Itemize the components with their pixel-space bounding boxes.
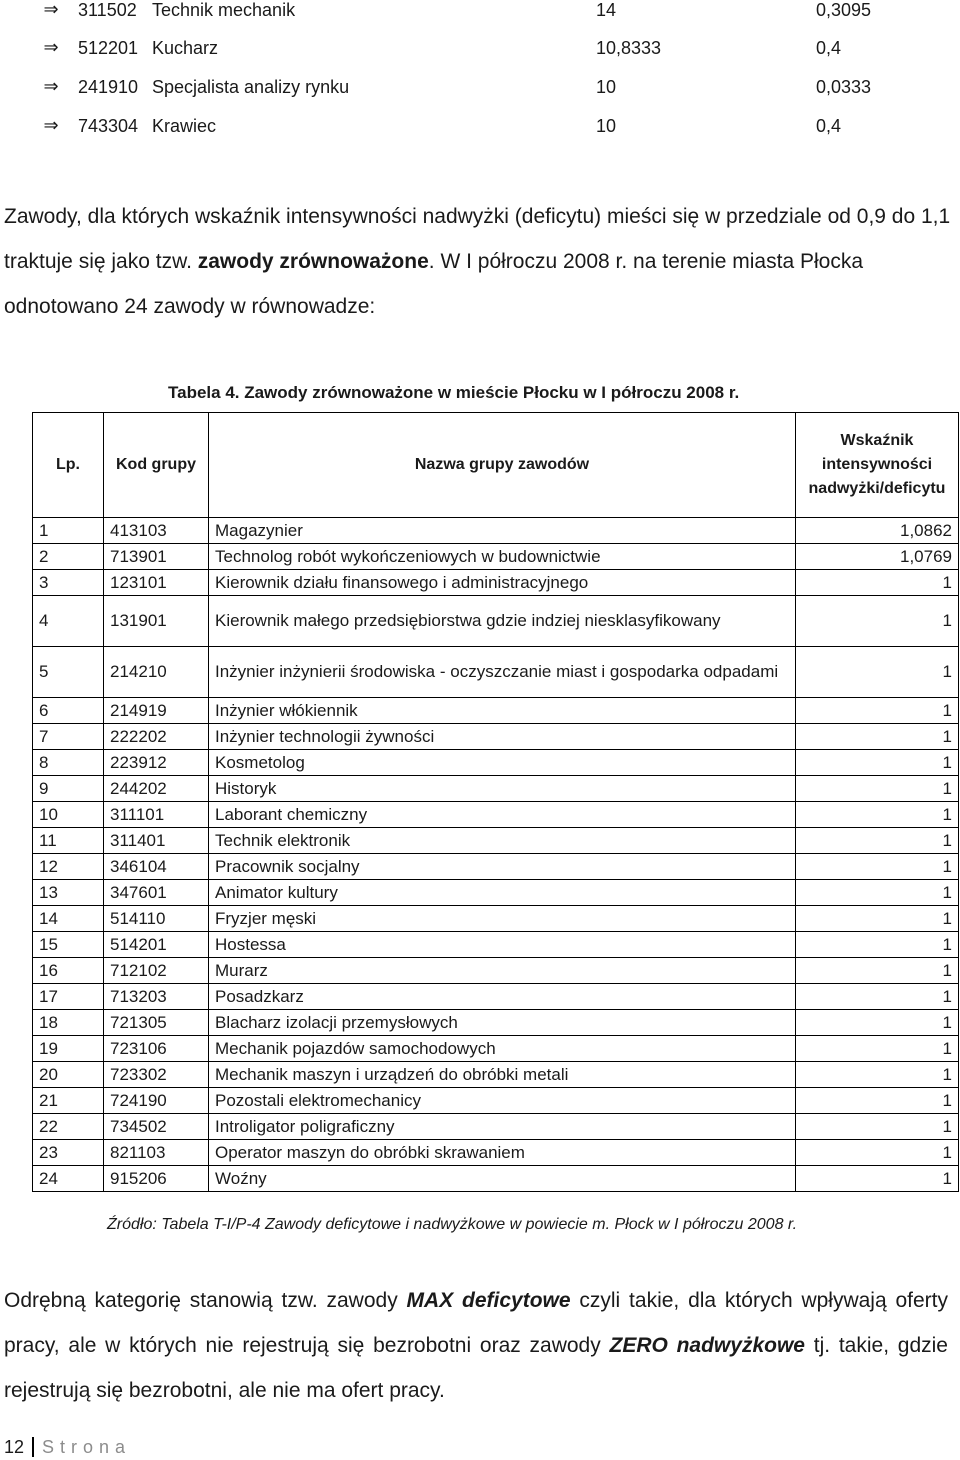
cell-value: 1 (796, 776, 959, 802)
cell-lp: 1 (33, 518, 104, 544)
cell-kod: 821103 (104, 1140, 209, 1166)
cell-lp: 9 (33, 776, 104, 802)
cell-value: 1,0862 (796, 518, 959, 544)
cell-value: 1 (796, 984, 959, 1010)
cell-value: 1 (796, 1010, 959, 1036)
cell-kod: 123101 (104, 570, 209, 596)
cell-kod: 724190 (104, 1088, 209, 1114)
cell-kod: 214919 (104, 698, 209, 724)
closing-text-3: tj. takie, gdzie rejestrują się bezrobotni, ale nie ma ofert pracy. (4, 1334, 948, 1402)
list-item-value-2: 0,4 (816, 116, 842, 136)
table-row (33, 698, 959, 724)
cell-lp: 22 (33, 1114, 104, 1140)
table-row (33, 596, 959, 647)
cell-name: Laborant chemiczny (209, 802, 796, 828)
cell-kod: 346104 (104, 854, 209, 880)
cell-name: Kierownik małego przedsiębiorstwa gdzie indziej niesklasyfikowany (209, 596, 796, 647)
table-row (33, 828, 959, 854)
cell-value: 1 (796, 906, 959, 932)
cell-value: 1 (796, 647, 959, 698)
table-caption: Tabela 4. Zawody zrównoważone w mieście Płocku w I półroczu 2008 r. (168, 383, 740, 402)
table-row (33, 1062, 959, 1088)
table-header-row (33, 413, 959, 518)
cell-name: Mechanik maszyn i urządzeń do obróbki metali (209, 1062, 796, 1088)
cell-lp: 16 (33, 958, 104, 984)
cell-lp: 8 (33, 750, 104, 776)
table-row (33, 984, 959, 1010)
header-indicator-line-2: intensywności (821, 456, 933, 473)
cell-name: Historyk (209, 776, 796, 802)
cell-name: Kierownik działu finansowego i administracyjnego (209, 570, 796, 596)
cell-value: 1,0769 (796, 544, 959, 570)
cell-name: Fryzjer męski (209, 906, 796, 932)
cell-value: 1 (796, 958, 959, 984)
cell-kod: 734502 (104, 1114, 209, 1140)
list-item-code: 241910 (78, 77, 139, 97)
closing-term-zero-nadwyzkowe: ZERO nadwyżkowe (609, 1334, 805, 1357)
list-item-name: Krawiec (152, 116, 217, 136)
right-double-arrow-icon: ⇒ (43, 37, 59, 58)
cell-lp: 18 (33, 1010, 104, 1036)
cell-name: Woźny (209, 1166, 796, 1192)
cell-lp: 6 (33, 698, 104, 724)
header-indicator (796, 413, 959, 518)
cell-lp: 19 (33, 1036, 104, 1062)
table-row (33, 906, 959, 932)
cell-value: 1 (796, 1062, 959, 1088)
list-item-value-1: 10 (596, 116, 617, 136)
cell-name: Pracownik socjalny (209, 854, 796, 880)
list-item (0, 73, 960, 101)
closing-text-2: czyli takie, dla których wpływają oferty pracy, ale w których nie rejestrują się bezrobotni oraz zawody (4, 1289, 948, 1357)
cell-lp: 14 (33, 906, 104, 932)
cell-kod: 223912 (104, 750, 209, 776)
cell-kod: 222202 (104, 724, 209, 750)
header-kod: Kod grupy (104, 413, 209, 518)
cell-lp: 11 (33, 828, 104, 854)
table-row (33, 802, 959, 828)
list-item-value-2: 0,4 (816, 38, 842, 58)
cell-kod: 723302 (104, 1062, 209, 1088)
cell-kod: 311401 (104, 828, 209, 854)
cell-name: Animator kultury (209, 880, 796, 906)
table-row (33, 958, 959, 984)
cell-kod: 713901 (104, 544, 209, 570)
cell-value: 1 (796, 1114, 959, 1140)
cell-value: 1 (796, 1166, 959, 1192)
cell-value: 1 (796, 570, 959, 596)
cell-kod: 311101 (104, 802, 209, 828)
cell-name: Mechanik pojazdów samochodowych (209, 1036, 796, 1062)
cell-value: 1 (796, 750, 959, 776)
cell-kod: 713203 (104, 984, 209, 1010)
cell-kod: 214210 (104, 647, 209, 698)
cell-lp: 10 (33, 802, 104, 828)
cell-value: 1 (796, 880, 959, 906)
right-double-arrow-icon: ⇒ (43, 115, 59, 136)
table-row (33, 932, 959, 958)
cell-value: 1 (796, 1036, 959, 1062)
table-row (33, 880, 959, 906)
right-double-arrow-icon: ⇒ (43, 76, 59, 97)
cell-kod: 514110 (104, 906, 209, 932)
cell-kod: 347601 (104, 880, 209, 906)
cell-lp: 4 (33, 596, 104, 647)
closing-text-1: Odrębną kategorię stanowią tzw. zawody (4, 1289, 407, 1312)
intro-text-1: Zawody, dla których wskaźnik intensywności nadwyżki (deficytu) mieści się w przedziale od 0,9 do 1,1 traktuje się jako tzw. (4, 205, 951, 273)
list-item-code: 512201 (78, 38, 139, 58)
list-item-value-2: 0,0333 (816, 77, 872, 97)
page-number: 12 (4, 1437, 34, 1457)
list-item (0, 112, 960, 140)
list-item-name: Kucharz (152, 38, 219, 58)
list-item-name: Specjalista analizy rynku (152, 77, 350, 97)
cell-value: 1 (796, 1088, 959, 1114)
cell-lp: 17 (33, 984, 104, 1010)
list-item-name: Technik mechanik (152, 0, 296, 20)
cell-kod: 131901 (104, 596, 209, 647)
table-row (33, 1088, 959, 1114)
cell-value: 1 (796, 724, 959, 750)
right-double-arrow-icon: ⇒ (43, 0, 59, 20)
table-row (33, 1166, 959, 1192)
cell-value: 1 (796, 854, 959, 880)
list-item-value-1: 10,8333 (596, 38, 662, 58)
list-item-code: 311502 (78, 0, 137, 20)
cell-name: Kosmetolog (209, 750, 796, 776)
cell-value: 1 (796, 596, 959, 647)
balanced-occupations-table (32, 412, 959, 1192)
intro-text-2: . W I półroczu 2008 r. na terenie miasta Płocka odnotowano 24 zawody w równowadze: (4, 250, 863, 318)
cell-value: 1 (796, 932, 959, 958)
table-row (33, 518, 959, 544)
cell-lp: 7 (33, 724, 104, 750)
cell-name: Inżynier inżynierii środowiska - oczyszczanie miast i gospodarka odpadami (209, 647, 796, 698)
closing-term-max-deficytowe: MAX deficytowe (406, 1289, 571, 1312)
cell-name: Technik elektronik (209, 828, 796, 854)
table-row (33, 1140, 959, 1166)
header-lp: Lp. (33, 413, 104, 518)
table-row (33, 570, 959, 596)
list-item (0, 0, 960, 24)
cell-name: Blacharz izolacji przemysłowych (209, 1010, 796, 1036)
cell-lp: 21 (33, 1088, 104, 1114)
cell-value: 1 (796, 698, 959, 724)
list-item (0, 34, 960, 62)
cell-name: Murarz (209, 958, 796, 984)
cell-lp: 24 (33, 1166, 104, 1192)
cell-lp: 20 (33, 1062, 104, 1088)
cell-lp: 15 (33, 932, 104, 958)
cell-name: Posadzkarz (209, 984, 796, 1010)
cell-value: 1 (796, 1140, 959, 1166)
table-source-note: Źródło: Tabela T-I/P-4 Zawody deficytowe i nadwyżkowe w powiecie m. Płock w I półroczu 2008 r. (107, 1216, 798, 1233)
closing-paragraph (4, 1278, 948, 1413)
cell-kod: 721305 (104, 1010, 209, 1036)
cell-kod: 915206 (104, 1166, 209, 1192)
cell-kod: 723106 (104, 1036, 209, 1062)
table-row (33, 1036, 959, 1062)
intro-paragraph (4, 194, 954, 329)
cell-lp: 12 (33, 854, 104, 880)
table-row (33, 647, 959, 698)
header-name: Nazwa grupy zawodów (209, 413, 796, 518)
table-row (33, 544, 959, 570)
header-indicator-line-3: nadwyżki/deficytu (808, 480, 946, 497)
cell-lp: 5 (33, 647, 104, 698)
cell-name: Inżynier technologii żywności (209, 724, 796, 750)
table-row (33, 776, 959, 802)
cell-lp: 3 (33, 570, 104, 596)
cell-kod: 712102 (104, 958, 209, 984)
cell-value: 1 (796, 802, 959, 828)
page-label: Strona (42, 1437, 132, 1457)
page-footer (4, 1434, 131, 1460)
list-item-value-1: 10 (596, 77, 617, 97)
table-row (33, 1114, 959, 1140)
cell-lp: 13 (33, 880, 104, 906)
cell-kod: 514201 (104, 932, 209, 958)
cell-name: Pozostali elektromechanicy (209, 1088, 796, 1114)
list-item-code: 743304 (78, 116, 139, 136)
table-row (33, 750, 959, 776)
table-row (33, 724, 959, 750)
list-item-value-2: 0,3095 (816, 0, 872, 20)
cell-lp: 23 (33, 1140, 104, 1166)
cell-kod: 413103 (104, 518, 209, 544)
list-item-value-1: 14 (596, 0, 617, 20)
intro-bold-term: zawody zrównoważone (197, 250, 429, 273)
table-row (33, 854, 959, 880)
cell-name: Operator maszyn do obróbki skrawaniem (209, 1140, 796, 1166)
cell-lp: 2 (33, 544, 104, 570)
header-indicator-line-1: Wskaźnik (840, 432, 914, 449)
table-row (33, 1010, 959, 1036)
cell-name: Magazynier (209, 518, 796, 544)
cell-name: Hostessa (209, 932, 796, 958)
cell-name: Inżynier włókiennik (209, 698, 796, 724)
cell-name: Technolog robót wykończeniowych w budownictwie (209, 544, 796, 570)
cell-name: Introligator poligraficzny (209, 1114, 796, 1140)
cell-value: 1 (796, 828, 959, 854)
cell-kod: 244202 (104, 776, 209, 802)
